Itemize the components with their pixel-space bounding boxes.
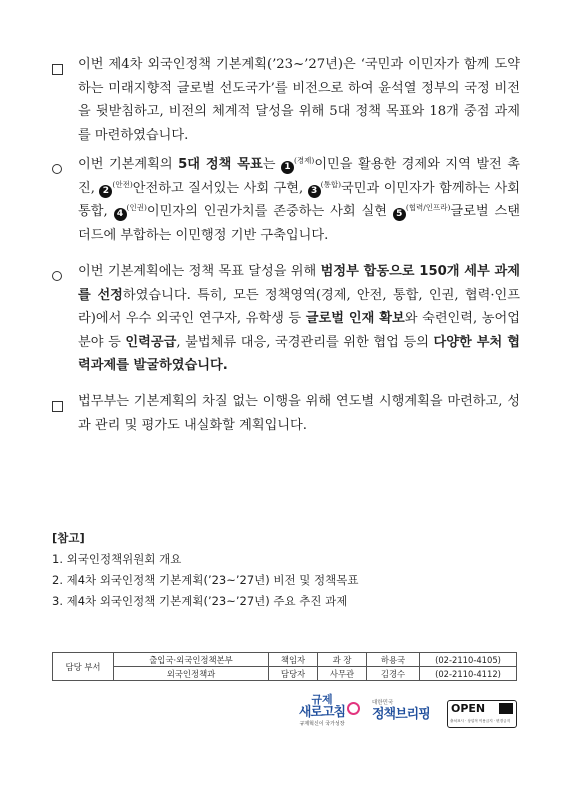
paragraph-1-text: 이번 제4차 외국인정책 기본계획(’23~’27년)은 ‘국민과 이민자가 함께 도약하는 미래지향적 글로벌 선도국가’를 비전으로 하여 윤석열 정부의 국정 비전을 뒷받침하고, 비전의 체계적 달성을 위해 5대 정책 목표와 18개 중점 과제를 마련하였습니다. <box>78 57 520 143</box>
goal-number-4-icon: 4 <box>114 208 127 221</box>
regulation-reform-logo: 규제 새로고침 규제혁신이 국가성장 <box>282 694 362 734</box>
paragraph-2: 이번 기본계획의 5대 정책 목표는 $1^{(경제)}$이민을 활용한 경제와 지역 발전 촉진, $2^{(안전)}$안전하고 질서있는 사회 구현, $3^{(통합)}$국민과 이민자가 함께하는 사회통합, $4^{(인권)}$이민자의 인권가치를 존중하는 사회 실현 $5^{(협력/인프라)}$글로벌 스탠더드에 부합하는 이민행정 기반 구축입니다. <box>52 153 520 247</box>
policy-briefing-logo: 대한민국 정책브리핑 <box>372 700 430 722</box>
reference-item-2: 2. 제4차 외국인정책 기본계획(’23~’27년) 비전 및 정책목표 <box>52 573 359 587</box>
dept-name-2: 외국인정책과 <box>114 667 269 681</box>
goal-number-2-icon: 2 <box>99 185 112 198</box>
paragraph-4-text: 법무부는 기본계획의 차질 없는 이행을 위해 연도별 시행계획을 마련하고, 성과 관리 및 평가도 내실화할 계획입니다. <box>78 394 520 433</box>
goal-number-5-icon: 5 <box>393 208 406 221</box>
contact-phone-1: (02-2110-4105) <box>420 653 517 667</box>
reference-item-3: 3. 제4차 외국인정책 기본계획(’23~’27년) 주요 추진 과제 <box>52 594 348 608</box>
paragraph-1 <box>52 53 520 147</box>
license-badge-icon <box>499 703 513 714</box>
contact-table: 담당 부서 출입국·외국인정책본부 책임자 과 장 하용국 (02-2110-4105) 외국인정책과 담당자 사무관 김경수 (02-2110-4112) <box>52 652 517 681</box>
square-bullet-icon <box>52 59 63 83</box>
references <box>52 528 358 612</box>
references-heading: [참고] <box>52 531 85 545</box>
circle-mark-icon <box>347 702 360 715</box>
dept-name-1: 출입국·외국인정책본부 <box>114 653 269 667</box>
policy-goals-emphasis: 5대 정책 목표 <box>178 157 263 172</box>
open-license-logo: OPEN 출처표시 · 상업적 이용금지 · 변경금지 <box>447 700 517 728</box>
goal-number-3-icon: 3 <box>308 185 321 198</box>
footer-logos <box>282 694 522 734</box>
goal-number-1-icon: 1 <box>281 161 294 174</box>
reference-item-1: 1. 외국인정책위원회 개요 <box>52 552 182 566</box>
contact-phone-2: (02-2110-4112) <box>420 667 517 681</box>
paragraph-4 <box>52 390 520 437</box>
contact-name-1: 하용국 <box>367 653 420 667</box>
dept-label: 담당 부서 <box>53 653 114 681</box>
contact-name-2: 김경수 <box>367 667 420 681</box>
circle-bullet-icon <box>52 159 62 183</box>
square-bullet-icon <box>52 396 63 420</box>
paragraph-3: 이번 기본계획에는 정책 목표 달성을 위해 범정부 합동으로 150개 세부 과제를 선정하였습니다. 특히, 모든 정책영역(경제, 안전, 통합, 인권, 협력·인프라)에서 우수 외국인 연구자, 유학생 등 글로벌 인재 확보와 숙련인력, 농어업 분야 등 인력공급, 불법체류 대응, 국경관리를 위한 협업 등의 다양한 부처 협력과제를 발굴하였습니다. <box>52 260 520 378</box>
circle-bullet-icon <box>52 266 62 290</box>
